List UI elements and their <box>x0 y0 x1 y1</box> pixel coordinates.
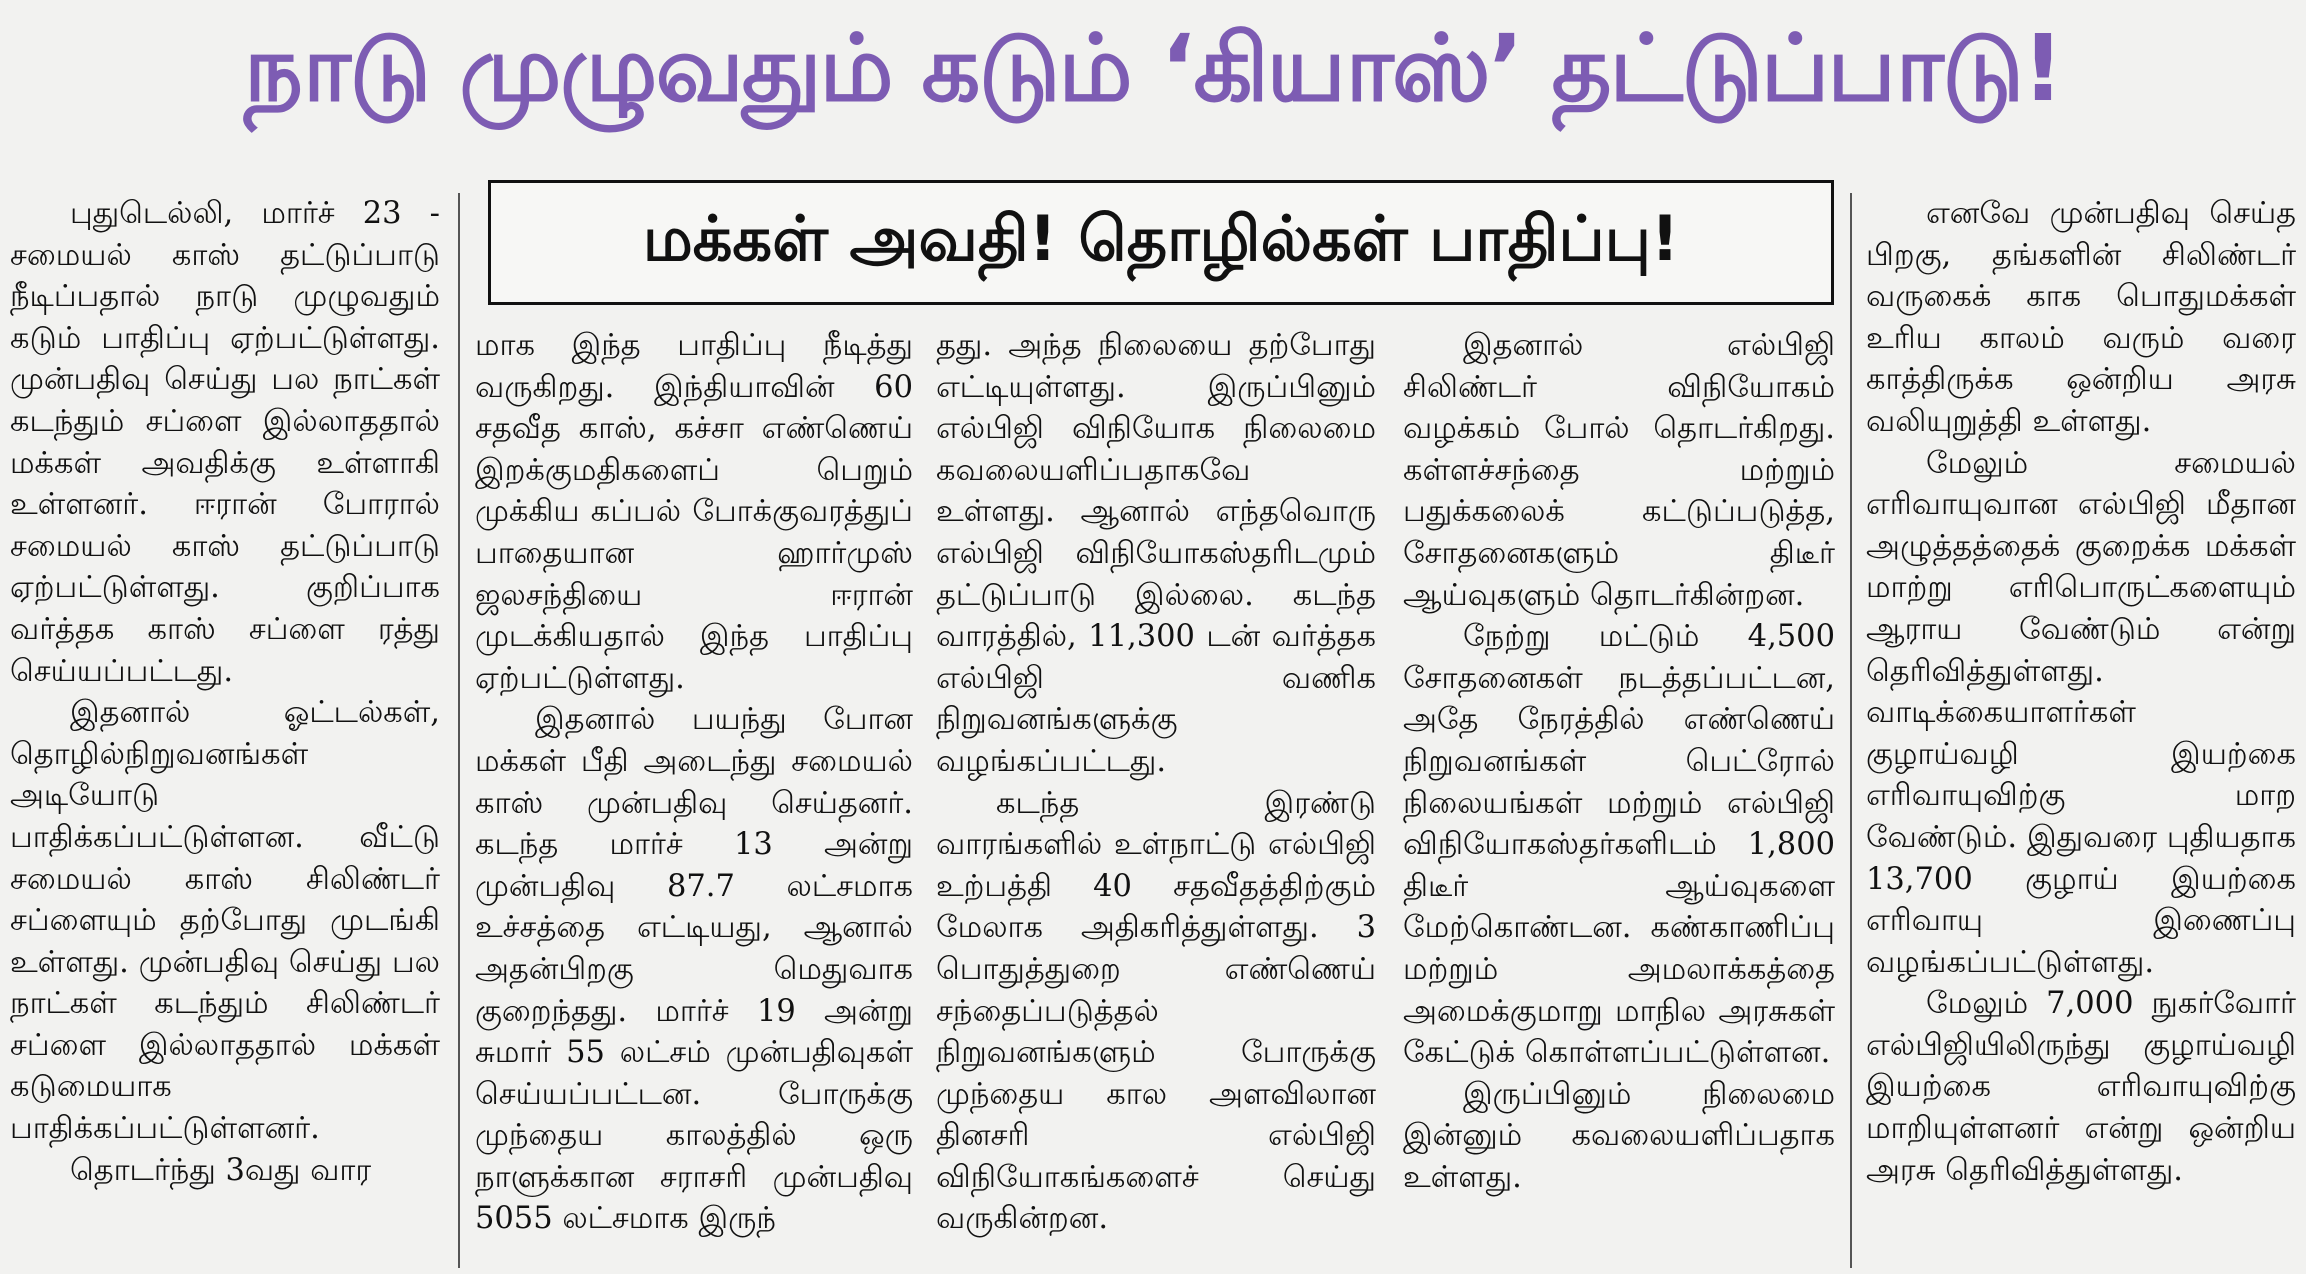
paragraph: நேற்று மட்டும் 4,500 சோதனைகள் நடத்தப்பட்டன, அதே நேரத்தில் எண்ணெய் நிறுவனங்கள் பெட்ரோல் நிலையங்கள் மற்றும் எல்பிஜி விநியோகஸ்தர்களிடம் 1,800 திடீர் ஆய்வுகளை மேற்கொண்டன. கண்காணிப்பு மற்றும் அமலாக்கத்தை அமைக்குமாறு மாநில அரசுகள் கேட்டுக் கொள்ளப்பட்டுள்ளன. <box>1403 619 1835 1071</box>
subheadline-box: மக்கள் அவதி! தொழில்கள் பாதிப்பு! <box>488 180 1834 305</box>
article-column-1 <box>10 193 440 1268</box>
paragraph: இதனால் எல்பிஜி சிலிண்டர் விநியோகம் வழக்கம் போல் தொடர்கிறது. கள்ளச்சந்தை மற்றும் பதுக்கலைக் கட்டுப்படுத்த, சோதனைகளும் திடீர் ஆய்வுகளும் தொடர்கின்றன. <box>1403 328 1835 613</box>
column-divider <box>458 193 460 1268</box>
paragraph: இதனால் பயந்து போன மக்கள் பீதி அடைந்து சமையல் காஸ் முன்பதிவு செய்தனர். கடந்த மார்ச் 13 அன்று முன்பதிவு 87.7 லட்சமாக உச்சத்தை எட்டியது, ஆனால் அதன்பிறகு மெதுவாக குறைந்தது. மார்ச் 19 அன்று சுமார் 55 லட்சம் முன்பதிவுகள் செய்யப்பட்டன. போருக்கு முந்தைய காலத்தில் ஒரு நாளுக்கான சராசரி முன்பதிவு 5055 லட்சமாக இருந் <box>475 702 913 1237</box>
paragraph: தொடர்ந்து 3வது வார <box>70 1152 372 1188</box>
paragraph: இதனால் ஓட்டல்கள், தொழில்நிறுவனங்கள் அடியோடு பாதிக்கப்பட்டுள்ளன. வீட்டு சமையல் காஸ் சிலிண்டர் சப்ளையும் தற்போது முடங்கி உள்ளது. முன்பதிவு செய்து பல நாட்கள் கடந்தும் சிலிண்டர் சப்ளை இல்லாததால் மக்கள் கடுமையாக பாதிக்கப்பட்டுள்ளனர். <box>10 695 440 1147</box>
paragraph: எனவே முன்பதிவு செய்த பிறகு, தங்களின் சிலிண்டர் வருகைக் காக பொதுமக்கள் உரிய காலம் வரும் வரை காத்திருக்க ஒன்றிய அரசு வலியுறுத்தி உள்ளது. <box>1866 196 2296 439</box>
paragraph: இருப்பினும் நிலைமை இன்னும் கவலையளிப்பதாக உள்ளது. <box>1403 1076 1835 1195</box>
article-column-3 <box>936 325 1376 1270</box>
article-column-2 <box>475 325 913 1270</box>
paragraph: மேலும் சமையல் எரிவாயுவான எல்பிஜி மீதான அழுத்தத்தைக் குறைக்க மக்கள் மாற்று எரிபொருட்களையும் ஆராய வேண்டும் என்று தெரிவித்துள்ளது. வாடிக்கையாளர்கள் குழாய்வழி இயற்கை எரிவாயுவிற்கு மாற வேண்டும். இதுவரை புதியதாக 13,700 குழாய் இயற்கை எரிவாயு இணைப்பு வழங்கப்பட்டுள்ளது. <box>1866 445 2296 980</box>
paragraph: மாக இந்த பாதிப்பு நீடித்து வருகிறது. இந்தியாவின் 60 சதவீத காஸ், கச்சா எண்ணெய் இறக்குமதிகளைப் பெறும் முக்கிய கப்பல் போக்குவரத்துப் பாதையான ஹார்முஸ் ஜலசந்தியை ஈரான் முடக்கியதால் இந்த பாதிப்பு ஏற்பட்டுள்ளது. <box>475 328 913 696</box>
paragraph: புதுடெல்லி, மார்ச் 23 - சமையல் காஸ் தட்டுப்பாடு நீடிப்பதால் நாடு முழுவதும் கடும் பாதிப்பு ஏற்பட்டுள்ளது. முன்பதிவு செய்து பல நாட்கள் கடந்தும் சப்ளை இல்லாததால் மக்கள் அவதிக்கு உள்ளாகி உள்ளனர். ஈரான் போரால் சமையல் காஸ் தட்டுப்பாடு ஏற்பட்டுள்ளது. குறிப்பாக வர்த்தக காஸ் சப்ளை ரத்து செய்யப்பட்டது. <box>10 196 440 689</box>
column-divider <box>1850 193 1852 1268</box>
paragraph: கடந்த இரண்டு வாரங்களில் உள்நாட்டு எல்பிஜி உற்பத்தி 40 சதவீதத்திற்கும் மேலாக அதிகரித்துள்ளது. 3 பொதுத்துறை எண்ணெய் சந்தைப்படுத்தல் நிறுவனங்களும் போருக்கு முந்தைய கால அளவிலான தினசரி எல்பிஜி விநியோகங்களைச் செய்து வருகின்றன. <box>936 785 1376 1237</box>
paragraph: தது. அந்த நிலையை தற்போது எட்டியுள்ளது. இருப்பினும் எல்பிஜி விநியோக நிலைமை கவலையளிப்பதாகவே உள்ளது. ஆனால் எந்தவொரு எல்பிஜி விநியோகஸ்தரிடமும் தட்டுப்பாடு இல்லை. கடந்த வாரத்தில், 11,300 டன் வர்த்தக எல்பிஜி வணிக நிறுவனங்களுக்கு வழங்கப்பட்டது. <box>936 328 1376 779</box>
paragraph: மேலும் 7,000 நுகர்வோர் எல்பிஜியிலிருந்து குழாய்வழி இயற்கை எரிவாயுவிற்கு மாறியுள்ளனர் என்று ஒன்றிய அரசு தெரிவித்துள்ளது. <box>1866 986 2296 1188</box>
article-column-5 <box>1866 193 2296 1268</box>
headline: நாடு முழுவதும் கடும் ‘கியாஸ்’ தட்டுப்பாடு! <box>243 15 2062 122</box>
article-column-4 <box>1403 325 1835 1270</box>
